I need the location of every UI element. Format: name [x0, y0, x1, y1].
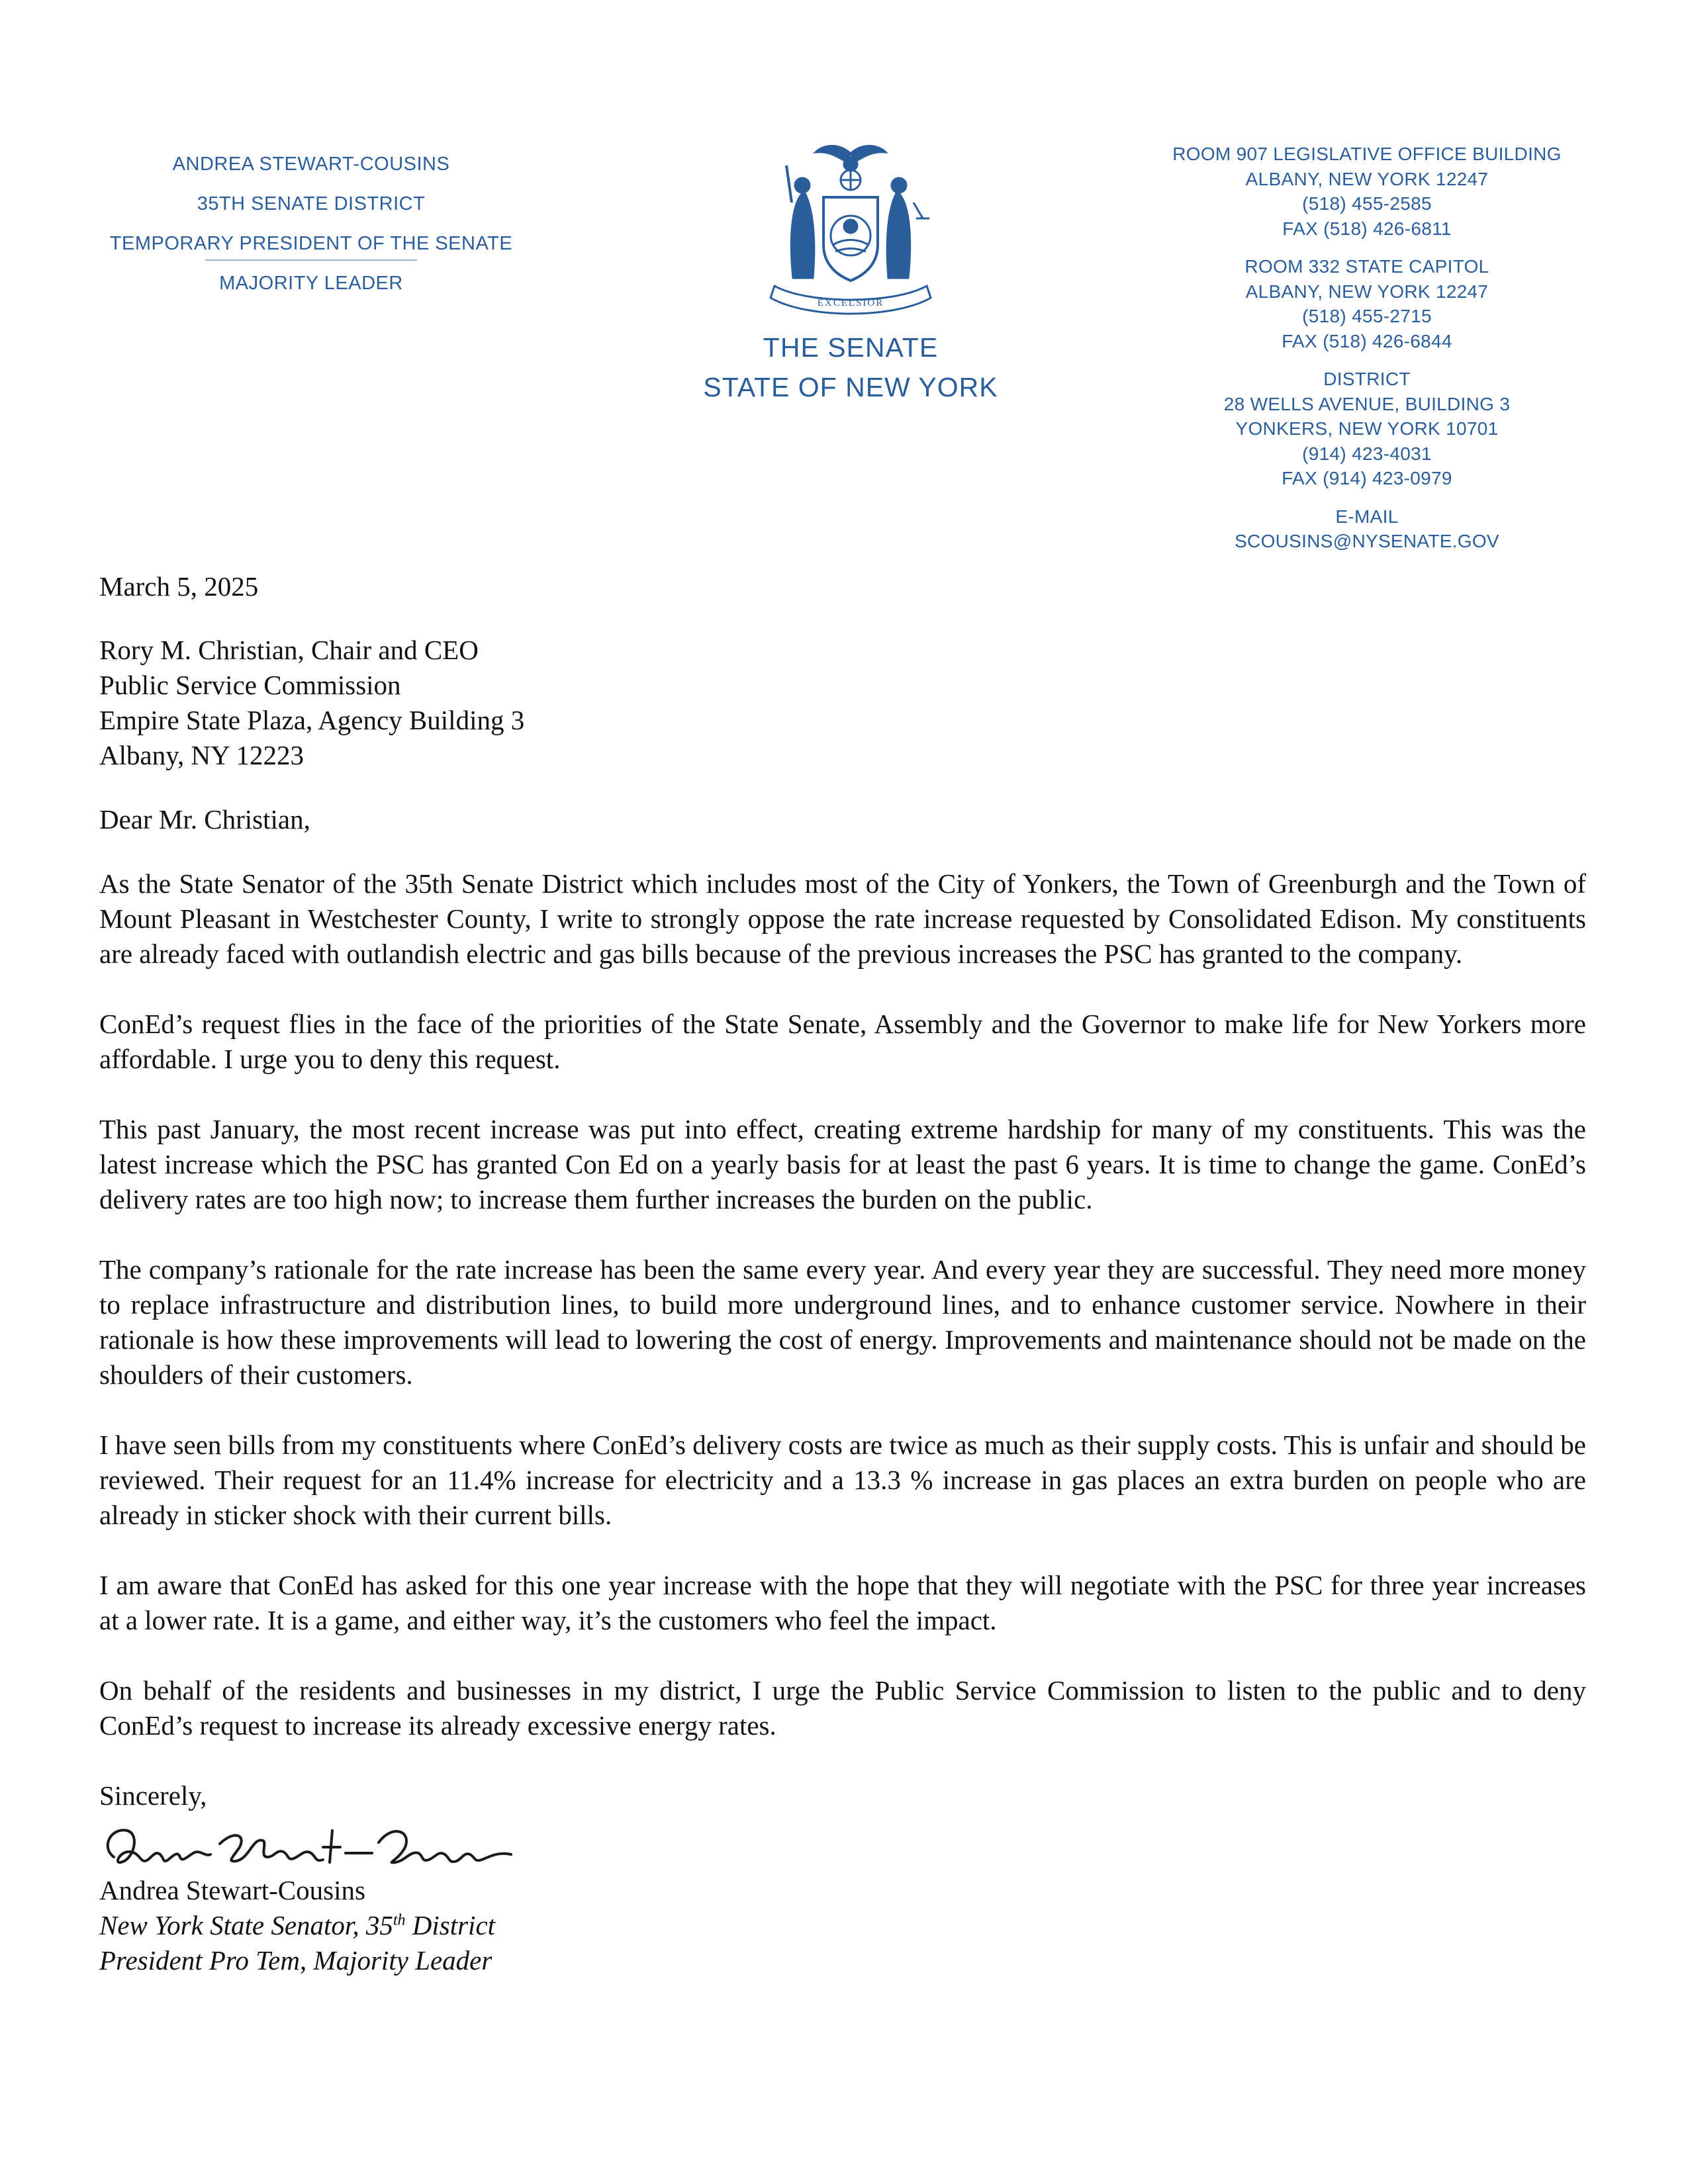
district-label: DISTRICT: [1323, 369, 1411, 389]
signer-title-2: President Pro Tem, Majority Leader: [99, 1945, 492, 1976]
paragraph: On behalf of the residents and businesses in my district, I urge the Public Service Commission to listen to the public and to deny ConEd’s request to increase its already excessive energy rates.: [99, 1675, 1586, 1741]
paragraph: I have seen bills from my constituents where ConEd’s delivery costs are twice as much as their supply costs. This is unfair and should be reviewed. Their request for an 11.4% increase for electricity and a 13.3 % increase in gas places an extra burden on people who are already in sticker shock with their current bills.: [99, 1430, 1586, 1530]
paragraph: The company’s rationale for the rate increase has been the same every year. And every year they are successful. They need more money to replace infrastructure and distribution lines, to build more underground lines, and to enhance customer service. Nowhere in their rationale is how these improvements will lead to lowering the cost of energy. Improvements and maintenance should not be made on the shoulders of their customers.: [99, 1254, 1586, 1390]
senate-role: MAJORITY LEADER: [219, 273, 403, 294]
district-fax: FAX (914) 423-0979: [1282, 468, 1452, 488]
seal-motto: EXCELSIOR: [817, 298, 884, 308]
letterhead-senate-line2: STATE OF NEW YORK: [703, 372, 998, 402]
letter-date: March 5, 2025: [99, 571, 259, 602]
senate-district: 35TH SENATE DISTRICT: [197, 193, 426, 214]
paragraph: As the State Senator of the 35th Senate District which includes most of the City of Yonkers, the Town of Greenburgh and the Town of Mount Pleasant in Westchester County, I write to strongly oppose the rate increase requested by Consolidated Edison. My constituents are already faced with outlandish electric and gas bills because of the previous increases the PSC has granted to the company.: [99, 868, 1586, 969]
office1-line1: ROOM 907 LEGISLATIVE OFFICE BUILDING: [1172, 144, 1562, 164]
recipient-address: [99, 633, 1586, 773]
paragraph: I am aware that ConEd has asked for this one year increase with the hope that they will negotiate with the PSC for three year increases at a lower rate. It is a game, and either way, it’s the customers who feel the impact.: [99, 1570, 1586, 1635]
recipient-line: Albany, NY 12223: [99, 740, 304, 770]
office-state-capitol: [1125, 254, 1609, 353]
senator-name: ANDREA STEWART-COUSINS: [172, 154, 450, 175]
office1-phone: (518) 455-2585: [1302, 193, 1432, 214]
letterhead-right: [1125, 142, 1609, 567]
district-phone: (914) 423-4031: [1302, 443, 1432, 464]
district-line1: 28 WELLS AVENUE, BUILDING 3: [1223, 393, 1511, 414]
office2-line2: ALBANY, NEW YORK 12247: [1245, 281, 1489, 302]
letterhead-center: [675, 139, 1026, 404]
senate-title: TEMPORARY PRESIDENT OF THE SENATE: [109, 233, 513, 254]
office-legislative-building: [1125, 142, 1609, 241]
new-york-state-seal-icon: [755, 139, 947, 324]
office1-fax: FAX (518) 426-6811: [1282, 218, 1452, 239]
office2-fax: FAX (518) 426-6844: [1282, 330, 1452, 351]
email-block: [1125, 504, 1609, 554]
signer-title-prefix: New York State Senator, 35: [99, 1910, 393, 1940]
paragraph: ConEd’s request flies in the face of the priorities of the State Senate, Assembly and the Governor to make life for New Yorkers more affordable. I urge you to deny this request.: [99, 1009, 1586, 1074]
office2-phone: (518) 455-2715: [1302, 306, 1432, 326]
letter-body: [99, 569, 1586, 1978]
office2-line1: ROOM 332 STATE CAPITOL: [1244, 256, 1489, 277]
signer-title-sup: th: [393, 1911, 406, 1929]
office1-line2: ALBANY, NEW YORK 12247: [1245, 168, 1489, 189]
closing: Sincerely,: [99, 1780, 207, 1811]
paragraph: This past January, the most recent increase was put into effect, creating extreme hardship for many of my constituents. This was the latest increase which the PSC has granted Con Ed on a yearly basis for at least the past 6 years. It is time to change the game. ConEd’s delivery rates are too high now; to increase them further increases the burden on the public.: [99, 1114, 1586, 1214]
handwritten-signature: [94, 1811, 531, 1877]
email-address[interactable]: SCOUSINS@NYSENATE.GOV: [1235, 531, 1499, 551]
letterhead-senate-line1: THE SENATE: [763, 332, 939, 363]
email-label: E-MAIL: [1335, 506, 1399, 527]
recipient-line: Public Service Commission: [99, 670, 401, 700]
letterhead-left: [99, 144, 523, 303]
recipient-line: Rory M. Christian, Chair and CEO: [99, 635, 479, 665]
signer-name: Andrea Stewart-Cousins: [99, 1875, 365, 1905]
salutation: Dear Mr. Christian,: [99, 804, 310, 835]
signer-title: [99, 1908, 1586, 1943]
office-district: [1125, 367, 1609, 491]
signer-title-suffix: District: [405, 1910, 496, 1940]
district-line2: YONKERS, NEW YORK 10701: [1235, 418, 1499, 439]
recipient-line: Empire State Plaza, Agency Building 3: [99, 705, 525, 735]
